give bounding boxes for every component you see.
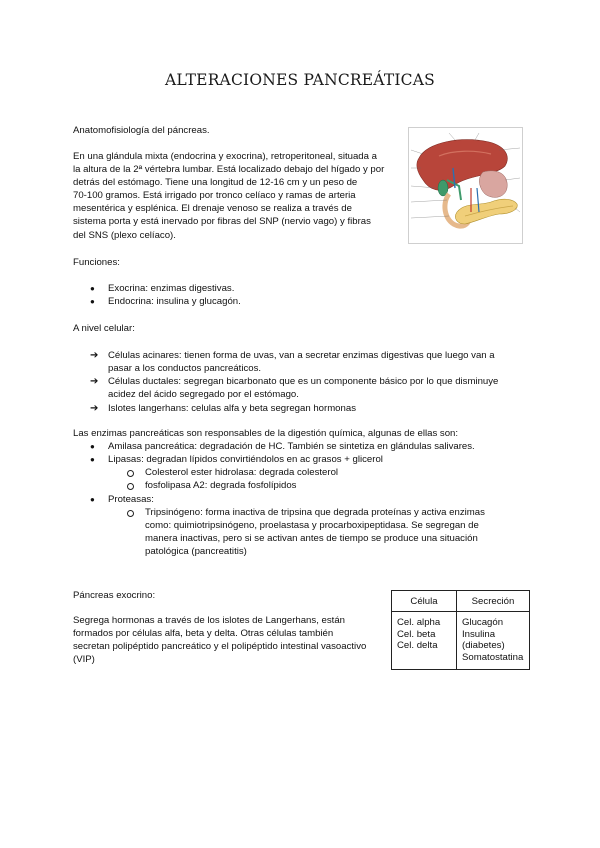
function-endocrine: Endocrina: insulina y glucagón.: [108, 296, 241, 307]
circle-bullet-icon: [127, 483, 134, 490]
pancreas-anatomy-figure: [408, 127, 523, 244]
list-item: [127, 479, 527, 492]
anatomy-line: del SNS (plexo celíaco).: [73, 229, 176, 241]
anatomy-line: la altura de la 2ª vértebra lumbar. Está localizado debajo del hígado y por: [73, 164, 385, 176]
cellular-item-line: acidez del ácido segregado por el estómago.: [108, 389, 299, 400]
bullet-icon: ●: [90, 284, 95, 293]
cellular-heading: A nivel celular:: [73, 323, 135, 334]
list-item: [90, 375, 530, 401]
bullet-icon: ●: [90, 297, 95, 306]
arrow-right-icon: ➔: [90, 376, 99, 387]
anatomy-paragraph: [73, 150, 401, 242]
exocrine-line: secretan polipéptido pancreático y el polipéptido intestinal vasoactivo: [73, 641, 367, 653]
list-item: [127, 466, 527, 479]
anatomy-line: 70-100 gramos. Está irrigado por tronco celíaco y ramas de arteria: [73, 190, 356, 202]
bullet-icon: ●: [90, 495, 95, 504]
arrow-right-icon: ➔: [90, 350, 99, 361]
list-item: [90, 440, 530, 453]
bullet-icon: ●: [90, 455, 95, 464]
cell-secretion-table: [391, 590, 530, 670]
cellular-item-line: Islotes langerhans: celulas alfa y beta segregan hormonas: [108, 403, 356, 414]
anatomy-line: mesentérica y esplénica. El drenaje venoso se realiza a través de: [73, 203, 352, 215]
function-exocrine: Exocrina: enzimas digestivas.: [108, 283, 235, 294]
list-item: [90, 402, 530, 415]
exocrine-line: Segrega hormonas a través de los islotes de Langerhans, están: [73, 615, 345, 626]
circle-bullet-icon: [127, 470, 134, 477]
cell-name: Cel. alpha: [397, 617, 441, 628]
exocrine-heading: Páncreas exocrino:: [73, 590, 156, 601]
cellular-item-line: pasar a los conductos pancreáticos.: [108, 363, 262, 374]
bullet-icon: ●: [90, 442, 95, 451]
arrow-right-icon: ➔: [90, 403, 99, 414]
pancreas-anatomy-illustration: [409, 128, 522, 243]
table-row: [392, 612, 530, 670]
anatomy-heading: Anatomofisiología del páncreas.: [73, 125, 210, 136]
table-cell-cells: [392, 612, 457, 670]
enzyme-amilasa: Amilasa pancreática: degradación de HC. También se sintetiza en glándulas salivares.: [108, 441, 475, 452]
functions-heading: Funciones:: [73, 257, 120, 268]
enzyme-sub-item: Colesterol ester hidrolasa: degrada colesterol: [145, 467, 339, 478]
secretion-name: Insulina (diabetes): [462, 628, 505, 651]
table-header-row: [392, 591, 530, 612]
list-item: [90, 493, 530, 506]
enzymes-intro: Las enzimas pancreáticas son responsables de la digestión química, algunas de ellas son:: [73, 428, 459, 439]
page-title: ALTERACIONES PANCREÁTICAS: [165, 71, 435, 89]
exocrine-line: formados por células alfa, beta y delta. Otras células también: [73, 628, 334, 640]
tripsinogeno-line: manera inactivas, pero si se activan antes de tiempo se produce una situación: [145, 533, 478, 544]
anatomy-line: detrás del estómago. Tiene una longitud de 12-16 cm y un peso de: [73, 177, 358, 189]
exocrine-paragraph: [73, 614, 385, 666]
enzyme-sub-item: fosfolipasa A2: degrada fosfolípidos: [145, 480, 297, 491]
cellular-item-line: Células ductales: segregan bicarbonato que es un componente básico por lo que disminuye: [108, 376, 499, 387]
enzyme-proteasas: Proteasas:: [108, 494, 154, 505]
anatomy-line: En una glándula mixta (endocrina y exocrina), retroperitoneal, situada a: [73, 151, 377, 162]
secretion-name: Somatostatina: [462, 651, 524, 663]
cellular-item-line: Células acinares: tienen forma de uvas, van a secretar enzimas digestivas que luego van a: [108, 350, 495, 361]
anatomy-line: sistema porta y está inervado por fibras del SNP (nervio vago) y fibras: [73, 216, 371, 228]
cell-name: Cel. beta: [397, 628, 436, 640]
list-item: [127, 506, 530, 560]
tripsinogeno-line: patológica (pancreatitis): [145, 546, 247, 557]
list-item: [90, 349, 530, 375]
cell-name: Cel. delta: [397, 640, 438, 651]
table-cell-secretions: [457, 612, 530, 670]
tripsinogeno-line: Tripsinógeno: forma inactiva de tripsina que degrada proteínas y activa enzimas: [145, 507, 485, 518]
list-item: [90, 453, 530, 466]
list-item: [90, 295, 390, 308]
enzyme-lipasas: Lipasas: degradan lípidos convirtiéndolos en ac grasos + glicerol: [108, 454, 383, 465]
tripsinogeno-line: como: quimiotripsinógeno, proelastasa y procarboxipeptidasa. Se segregan de: [145, 520, 479, 531]
exocrine-line: (VIP): [73, 654, 95, 666]
circle-bullet-icon: [127, 510, 134, 517]
list-item: [90, 282, 390, 295]
table-header: Célula: [392, 591, 457, 612]
table-header: Secreción: [457, 591, 530, 612]
secretion-name: Glucagón: [462, 617, 504, 628]
